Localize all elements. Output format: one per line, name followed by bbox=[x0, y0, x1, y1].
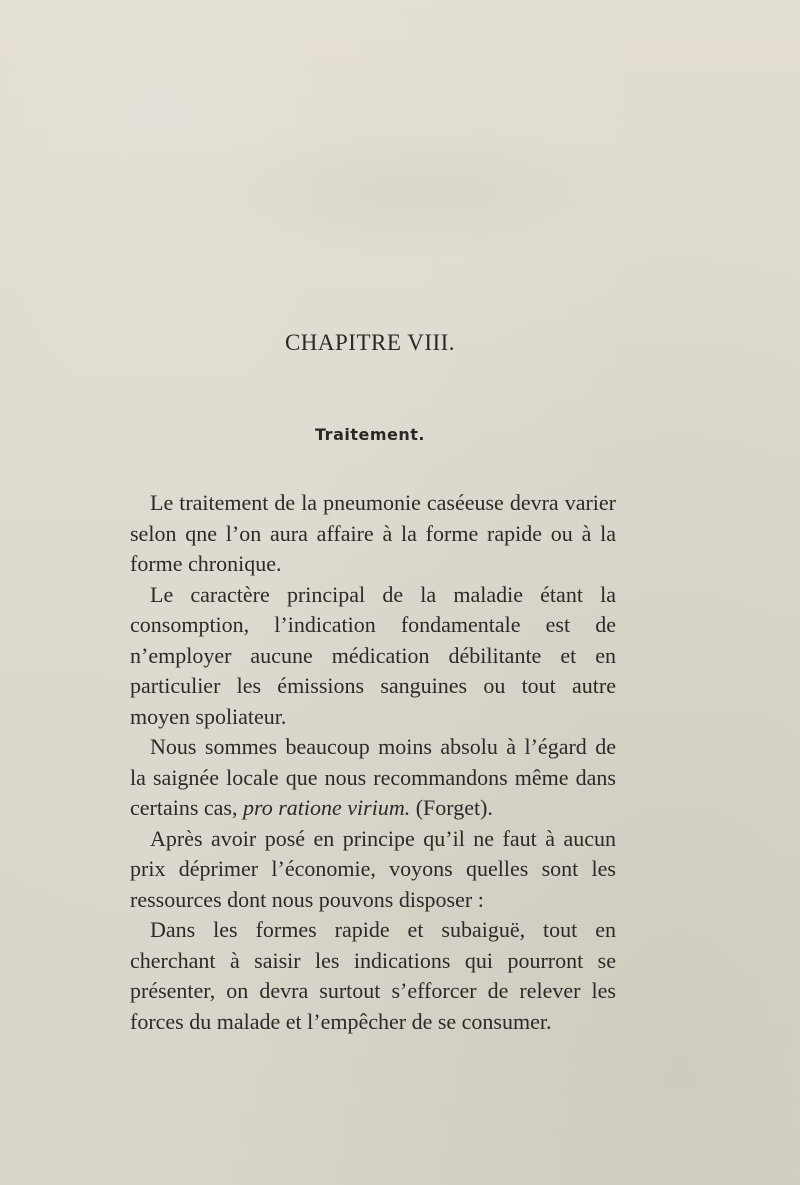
body-text bbox=[130, 488, 616, 1037]
paragraph-3-citation: (Forget). bbox=[415, 795, 493, 820]
chapter-title: CHAPITRE VIII. bbox=[284, 330, 456, 355]
paragraph-3-text: Nous sommes beaucoup moins absolu à l’égard de la saignée locale que nous recommandons même dans certains cas, bbox=[130, 734, 616, 820]
paragraph-1: Le traitement de la pneumonie caséeuse devra varier selon qne l’on aura affaire à la forme rapide ou à la forme chronique. bbox=[130, 490, 616, 576]
bleed-through-shadow bbox=[180, 120, 640, 260]
paragraph-4: Après avoir posé en principe qu’il ne faut à aucun prix déprimer l’économie, voyons quelles sont les ressources dont nous pouvons disposer : bbox=[130, 825, 616, 912]
paragraph-2: Le caractère principal de la maladie étant la consomption, l’indication fondamentale est de n’employer aucune médication débilitante et en particulier les émissions sanguines ou tout autre moyen spoliateur. bbox=[130, 581, 616, 729]
paragraph-3 bbox=[130, 732, 616, 824]
paragraph-5: Dans les formes rapide et subaiguë, tout en cherchant à saisir les indications qui pourront se présenter, on devra surtout s’efforcer de relever les forces du malade et l’empêcher de se consumer. bbox=[130, 917, 616, 1034]
latin-phrase: pro ratione virium. bbox=[243, 795, 411, 820]
section-title: Traitement. bbox=[315, 425, 425, 444]
